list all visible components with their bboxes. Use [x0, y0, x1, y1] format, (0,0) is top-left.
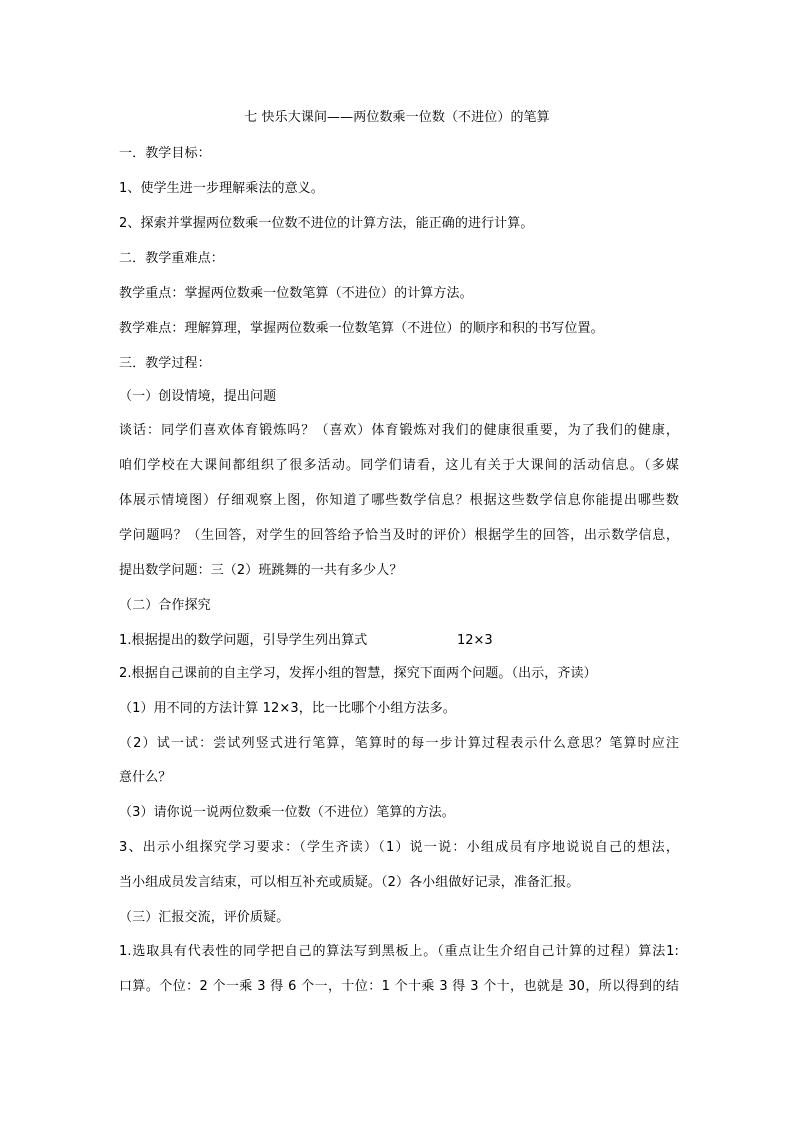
objective-item-1: 1、使学生进一步理解乘法的意义。 [119, 181, 324, 196]
section-heading-process: 三．教学过程： [119, 356, 211, 371]
subsection-heading-report: （三）汇报交流，评价质疑。 [119, 910, 290, 925]
difficult-point-text: 教学难点：理解算理，掌握两位数乘一位数笔算（不进位）的顺序和积的书写位置。 [119, 321, 604, 336]
report-step-continued: 口算。个位：2 个一乘 3 得 6 个一，十位：1 个十乘 3 得 3 个十，也就是 30，所以得到的结 [119, 979, 679, 994]
paragraph-line: 咱们学校在大课间都组织了很多活动。同学们请看，这儿有关于大课间的活动信息。（多媒 [119, 458, 679, 473]
formula-text: 12×3 [457, 633, 493, 648]
question-2-text: （2）试一试：尝试列竖式进行笔算，笔算时的每一步计算过程表示什么意思？笔算时应注 [119, 736, 679, 751]
subsection-heading-situation: （一）创设情境，提出问题 [119, 389, 277, 404]
page-title: 七 快乐大课间——两位数乘一位数（不进位）的笔算 [244, 110, 550, 125]
paragraph-line: 学问题吗？（生回答，对学生的回答给予恰当及时的评价）根据学生的回答，出示数学信息， [119, 528, 679, 543]
step-3-text: 3、出示小组探究学习要求：（学生齐读）（1）说一说：小组成员有序地说说自己的想法， [119, 840, 679, 855]
objective-item-2: 2、探索并掌握两位数乘一位数不进位的计算方法，能正确的进行计算。 [119, 216, 534, 231]
step-1-text: 1.根据提出的数学问题，引导学生列出算式 [119, 633, 368, 648]
subsection-heading-cooperation: （二）合作探究 [119, 598, 211, 613]
section-heading-objectives: 一．教学目标： [119, 146, 211, 161]
paragraph-line: 体展示情境图）仔细观察上图，你知道了哪些数学信息？根据这些数学信息你能提出哪些数 [119, 493, 679, 508]
question-1-text: （1）用不同的方法计算 12×3，比一比哪个小组方法多。 [119, 701, 456, 716]
paragraph-line: 提出数学问题：三（2）班跳舞的一共有多少人？ [119, 563, 403, 578]
question-3-text: （3）请你说一说两位数乘一位数（不进位）笔算的方法。 [119, 805, 455, 820]
question-2-continued: 意什么？ [119, 770, 172, 785]
step-3-continued: 当小组成员发言结束，可以相互补充或质疑。（2）各小组做好记录，准备汇报。 [119, 875, 580, 890]
section-heading-key-points: 二．教学重难点： [119, 251, 224, 266]
key-point-text: 教学重点：掌握两位数乘一位数笔算（不进位）的计算方法。 [119, 286, 473, 301]
paragraph-line: 谈话：同学们喜欢体育锻炼吗？（喜欢）体育锻炼对我们的健康很重要，为了我们的健康， [119, 423, 679, 438]
report-step-text: 1.选取具有代表性的同学把自己的算法写到黑板上。（重点让生介绍自己计算的过程）算法1: [119, 944, 679, 959]
step-2-text: 2.根据自己课前的自主学习，发挥小组的智慧，探究下面两个问题。（出示，齐读） [119, 666, 597, 681]
